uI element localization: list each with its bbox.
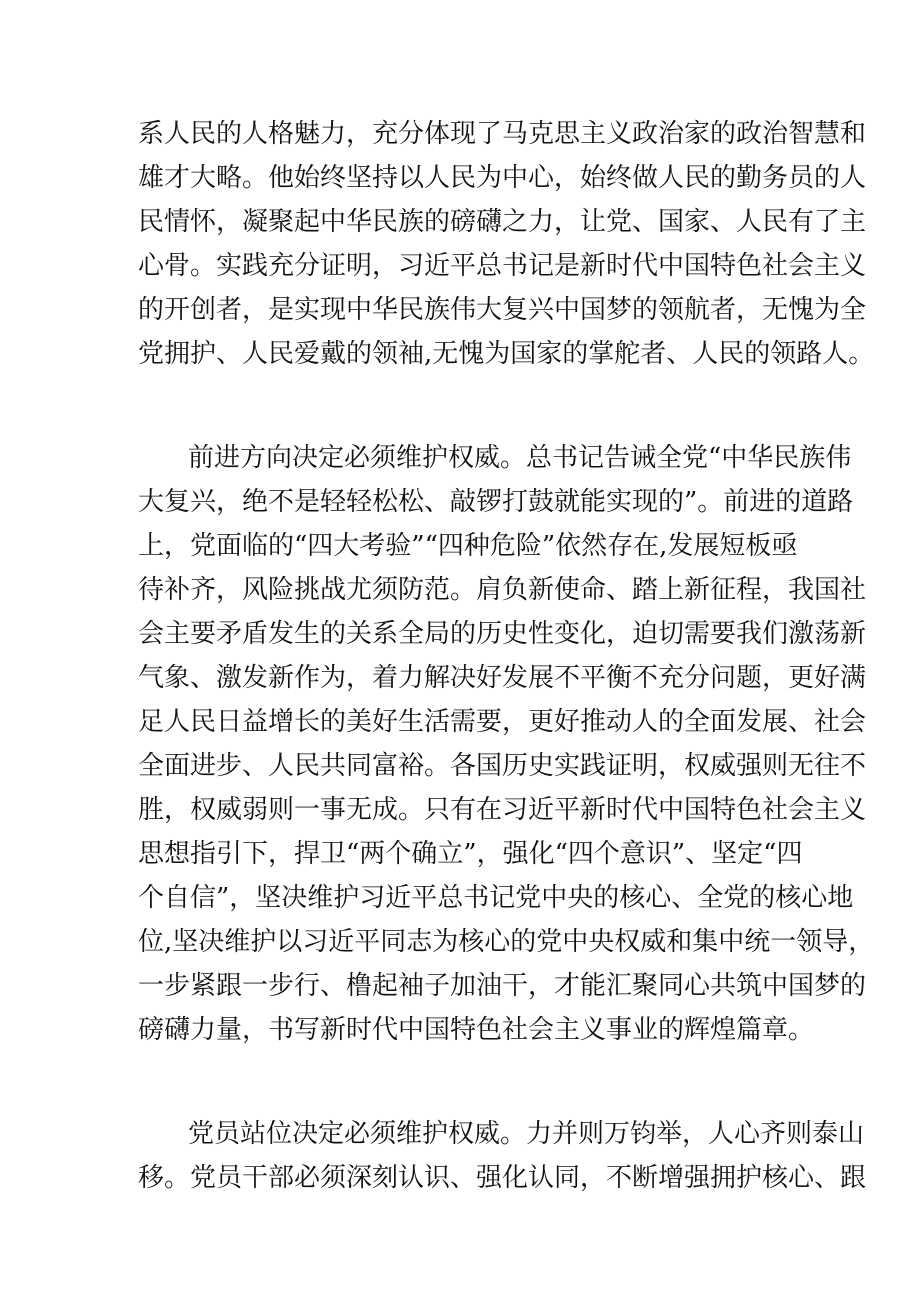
document-page xyxy=(138,112,875,1200)
text-line: 上，党面临的“四大考验”“四种危险”依然存在,发展短板亟 xyxy=(138,531,798,561)
text-line: 胜，权威弱则一事无成。只有在习近平新时代中国特色社会主义 xyxy=(138,795,867,825)
text-line: 的开创者，是实现中华民族伟大复兴中国梦的领航者，无愧为全 xyxy=(138,295,867,325)
paragraph-3 xyxy=(138,1112,867,1200)
text-line: 移。党员干部必须深刻认识、强化认同，不断增强拥护核心、跟 xyxy=(138,1163,867,1193)
text-line: 大复兴，绝不是轻轻松松、敲锣打鼓就能实现的”。前进的道路 xyxy=(138,487,854,517)
text-line: 个自信”，坚决维护习近平总书记党中央的核心、全党的核心地 xyxy=(138,883,854,913)
paragraph-spacer xyxy=(138,1052,788,1112)
paragraph-1 xyxy=(138,112,875,376)
text-line: 党拥护、人民爱戴的领袖,无愧为国家的掌舵者、人民的领路人。 xyxy=(138,339,875,369)
text-line: 气象、激发新作为，着力解决好发展不平衡不充分问题，更好满 xyxy=(138,663,867,693)
text-line: 党员站位决定必须维护权威。力并则万钧举，人心齐则泰山 xyxy=(188,1119,865,1149)
text-line: 民情怀，凝聚起中华民族的磅礴之力，让党、国家、人民有了主 xyxy=(138,207,867,237)
text-line: 思想指引下，捍卫“两个确立”，强化“四个意识”、坚定“四 xyxy=(138,839,803,869)
paragraph-spacer xyxy=(138,376,788,436)
text-line: 前进方向决定必须维护权威。总书记告诫全党“中华民族伟 xyxy=(188,443,852,473)
text-line: 会主要矛盾发生的关系全局的历史性变化，迫切需要我们激荡新 xyxy=(138,619,867,649)
text-line: 待补齐，风险挑战尤须防范。肩负新使命、踏上新征程，我国社 xyxy=(138,575,867,605)
text-line: 一步紧跟一步行、橹起袖子加油干，才能汇聚同心共筑中国梦的 xyxy=(138,971,867,1001)
text-line: 磅礴力量，书写新时代中国特色社会主义事业的辉煌篇章。 xyxy=(138,1015,815,1045)
text-line: 心骨。实践充分证明，习近平总书记是新时代中国特色社会主义 xyxy=(138,251,867,281)
text-line: 系人民的人格魅力，充分体现了马克思主义政治家的政治智慧和 xyxy=(138,119,867,149)
text-line: 雄才大略。他始终坚持以人民为中心，始终做人民的勤务员的人 xyxy=(138,163,867,193)
paragraph-2 xyxy=(138,436,875,1052)
text-line: 位,坚决维护以习近平同志为核心的党中央权威和集中统一领导， xyxy=(138,927,875,957)
text-line: 足人民日益增长的美好生活需要，更好推动人的全面发展、社会 xyxy=(138,707,867,737)
text-line: 全面进步、人民共同富裕。各国历史实践证明，权威强则无往不 xyxy=(138,751,867,781)
